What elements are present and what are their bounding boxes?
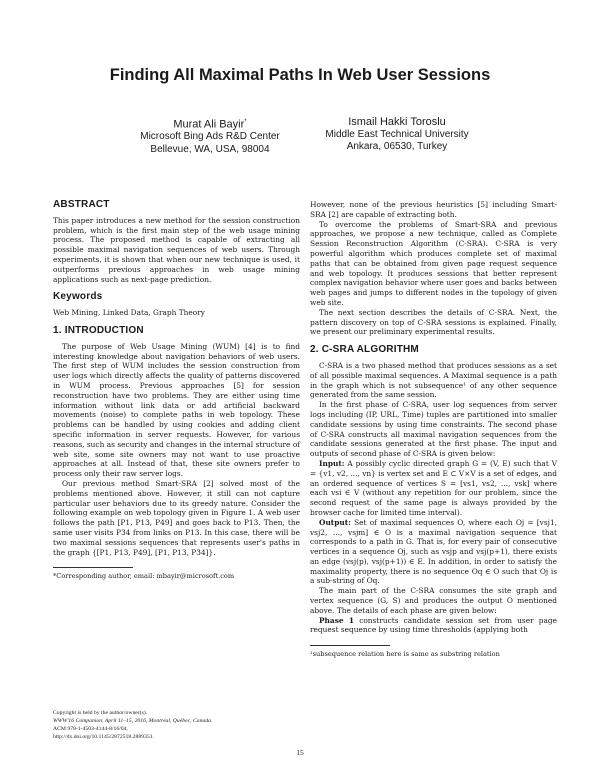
footnote-right: ¹subsequence relation here is same as substring relation bbox=[310, 650, 500, 659]
copyright-line-4: http://dx.doi.org/10.1145/2872518.2889351. bbox=[53, 734, 154, 740]
output-label: Output: bbox=[319, 517, 351, 527]
footnote-rule bbox=[53, 567, 133, 568]
abstract-heading: ABSTRACT bbox=[53, 199, 110, 210]
right-column bbox=[310, 200, 557, 659]
phase-label: Phase 1 bbox=[319, 615, 355, 625]
author-name: Ismail Hakki Toroslu bbox=[348, 116, 446, 128]
intro-paragraph-1: The purpose of Web Usage Mining (WUM) [4] is to find interesting knowledge about navigation behaviors of web users. The first step of WUM includes the session construction from user logs which directly affects the quality of patterns discovered in WUM process. Previous approaches [5] for session reconstruction have two problems. They are either using time information without link data or add artificial backward movements (noise) to complete paths in web topology. These problems can be handled by using cookies and adding client specific information in server requests. However, for various reasons, such as security and changes in the internal structure of web site, some site owners may not want to use proactive approaches at all. Instead of that, these site owners prefer to process only their raw server logs. bbox=[53, 341, 300, 479]
page-number: 15 bbox=[296, 748, 304, 757]
left-column bbox=[53, 200, 300, 581]
input-definition bbox=[310, 459, 557, 518]
keywords-heading: Keywords bbox=[53, 291, 103, 303]
input-text: A possibly cyclic directed graph G = (V, E) such that V = {v1, v2, ..., vn} is vertex set and E ⊂ V×V is a set of edges, and an ordered sequence of vertices S = [vs1, vs2, ..., vsk] where each vsi ∈ V (without any repetition for our problem, since the second request of the same page is always provided by the browser cache for limited time interval). bbox=[310, 458, 557, 517]
right-paragraph-3: The next section describes the details of C-SRA. Next, the pattern discovery on top of C-SRA sessions is explained. Finally, we present our preliminary experimental results. bbox=[310, 307, 557, 337]
right-paragraph-2: To overcome the problems of Smart-SRA and previous approaches, we propose a new technique, called as Complete Session Reconstruction Algorithm (C-SRA). C-SRA is very powerful algorithm which produces complete set of maximal paths that can be obtained from given page request sequence and web topology. It produces sessions that better represent complex navigation behavior where user goes and backs between web pages and jumps to different nodes in the topology of given web site. bbox=[310, 219, 557, 307]
copyright-line-3: ACM 978-1-4503-4144-8/16/04. bbox=[53, 726, 128, 732]
author-mark: * bbox=[244, 119, 247, 125]
author-org: Microsoft Bing Ads R&D Center bbox=[140, 131, 280, 143]
csra-paragraph-2: In the first phase of C-SRA, user log sequences from server logs including (IP, URL, Time) tuples are partitioned into smaller candidate sessions by using time constraints. The second phase of C-SRA constructs all maximal navigation sequences from the candidate sessions generated at the first phase. The input and outputs of second phase of C-SRA is given below: bbox=[310, 400, 557, 459]
author-location: Ankara, 06530, Turkey bbox=[346, 141, 448, 152]
output-text: Set of maximal sequences O, where each Oj = [vsj1, vsj2, ..., vsjm] ∈ O is a maximal navigation sequence that corresponds to a path in G. That is, for every pair of consecutive vertices in a sequence Oj, such as vsjp and vsj(p+1), there exists an edge (vsj(p), vsj(p+1)) ∈ E. In addition, in order to satisfy the maximality property, there is no sequence Oq ∈ O such that Oj is a sub-string of Oq. bbox=[310, 517, 557, 586]
author-name: Murat Ali Bayir bbox=[173, 118, 245, 131]
csra-paragraph-1: C-SRA is a two phased method that produces sessions as a set of all possible maximal sequences. A Maximal sequence is a path in the graph which is not subsequence¹ of any other sequence generated from the same session. bbox=[310, 360, 557, 400]
right-paragraph-1: However, none of the previous heuristics [5] including Smart-SRA [2] are capable of extracting both. bbox=[310, 200, 557, 219]
author-block-1 bbox=[110, 116, 310, 156]
author-org: Middle East Technical University bbox=[325, 128, 469, 140]
author-block-2 bbox=[297, 116, 497, 154]
section-2-heading: 2. C-SRA ALGORITHM bbox=[310, 344, 419, 356]
footnote-rule-right bbox=[310, 645, 390, 646]
keywords-text: Web Mining, Linked Data, Graph Theory bbox=[53, 308, 205, 318]
paper-title: Finding All Maximal Paths In Web User Sessions bbox=[109, 66, 491, 84]
output-definition bbox=[310, 518, 557, 587]
copyright-line-1: Copyright is held by the author/owner(s). bbox=[53, 710, 148, 716]
phase-1-paragraph bbox=[310, 616, 557, 636]
input-label: Input: bbox=[319, 458, 345, 468]
phase-text: constructs candidate session set from user page request sequence by using time thresholds (applying both bbox=[310, 615, 557, 635]
author-location: Bellevue, WA, USA, 98004 bbox=[150, 143, 270, 155]
copyright-block bbox=[53, 709, 300, 741]
abstract-text: This paper introduces a new method for the session construction problem, which is the first main step of the web usage mining process. The proposed method is capable of extracting all possible maximal navigation sequences of web users. Through experiments, it is shown that when our new technique is used, it outperforms previous approaches in web usage mining applications such as next-page prediction. bbox=[53, 215, 300, 284]
intro-heading: 1. INTRODUCTION bbox=[53, 324, 144, 336]
csra-paragraph-3: The main part of the C-SRA consumes the site graph and vertex sequence (G, S) and produces the output O mentioned above. The details of each phase are given below: bbox=[310, 586, 557, 615]
footnote-left: *Corresponding author, email: mbayir@microsoft.com bbox=[53, 572, 235, 581]
intro-paragraph-2: Our previous method Smart-SRA [2] solved most of the problems mentioned above. However, it still can not capture particular user behaviors due to its greedy nature. Consider the following example on web topology given in Figure 1. A web user follows the path [P1, P13, P49] and goes back to P13. Then, the same user visits P34 from links on P13. In this case, there will be two maximal sessions sequences that represents user's paths in the graph {[P1, P13, P49], [P1, P13, P34]}. bbox=[53, 478, 300, 557]
copyright-line-2: WWW'16 Companion, April 11–15, 2016, Montréal, Québec, Canada. bbox=[53, 718, 213, 724]
